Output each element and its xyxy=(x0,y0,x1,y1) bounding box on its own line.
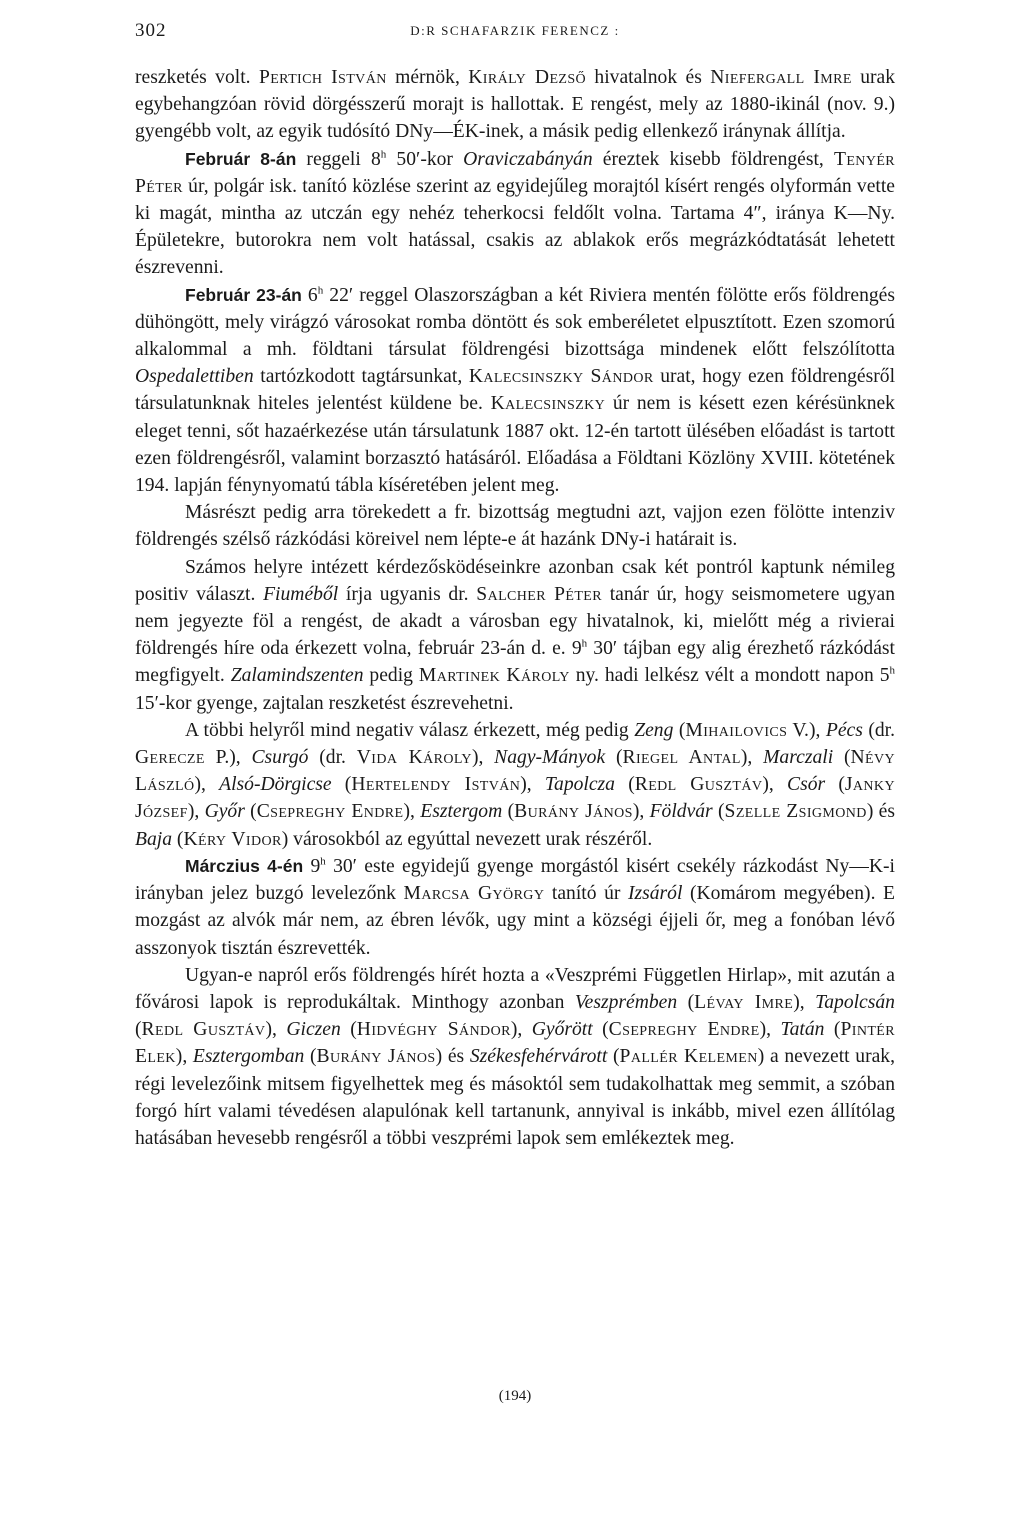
place-name: Alsó-Dörgicse xyxy=(219,774,332,796)
text-run: ( xyxy=(825,774,845,796)
place-name: Oraviczabányán xyxy=(463,148,593,170)
text-run: V.), xyxy=(787,719,826,741)
place-name: Csór xyxy=(787,774,826,796)
text-run: ( xyxy=(833,747,851,769)
paragraph xyxy=(135,554,895,717)
text-run: ), xyxy=(520,774,545,796)
text-run: tartózkodott tagtársunkat, xyxy=(253,366,469,388)
superscript-hour: h xyxy=(581,637,588,650)
text-run: reggeli 8 xyxy=(296,148,381,170)
text-run: ( xyxy=(172,828,184,850)
text-run: hivatalnok és xyxy=(586,67,711,88)
text-run: 50′-kor xyxy=(386,148,464,170)
text-run: ny. hadi lelkész vélt a mondott napon 5 xyxy=(569,665,890,687)
text-run: P.), xyxy=(204,747,252,769)
text-run: Számos helyre intézett kérdezősködéseinkre azonban csak két pontról kaptunk némileg positiv választ. xyxy=(135,556,895,605)
text-run: Másrészt pedig arra törekedett a fr. bizottság megtudni azt, vajjon ezen fölötte intenziv földrengés szélső rázkódási köreivel nem lépte-e át hazánk DNy-i határait is. xyxy=(135,502,895,551)
person-name: Burány János xyxy=(316,1046,436,1068)
text-run: írja ugyanis dr. xyxy=(338,583,477,605)
place-name: Nagy-Mányok xyxy=(494,747,606,769)
person-name: Hidvéghy Sándor xyxy=(356,1019,511,1041)
text-run: ( xyxy=(607,1046,620,1068)
text-run: ( xyxy=(244,801,257,823)
person-name: Niefergall Imre xyxy=(710,67,852,88)
text-run: tanító úr xyxy=(544,883,628,905)
page-header xyxy=(135,20,895,44)
text-run: ), xyxy=(740,747,764,769)
person-name: Szelle Zsigmond xyxy=(724,801,867,823)
text-run: ), xyxy=(759,1019,781,1041)
person-name: Redl Gusztáv xyxy=(141,1019,266,1041)
text-run: ), xyxy=(510,1019,532,1041)
text-run: ( xyxy=(614,774,635,796)
text-run: ( xyxy=(304,1046,317,1068)
date-heading: Február 8-án xyxy=(185,148,297,169)
text-run: ) a nevezett urak, régi levelezőink mitsem figyelhettek meg és másoktól sem tudakolhattak meg semmit, a szóban forgó hírt valami tévedésen alapulónak kell tartanunk, annyival is inkább, mivel ezen állítólag hatásában hevesebb rengésről a többi veszprémi lapok sem emlékeztek meg. xyxy=(135,1046,895,1149)
text-run: mérnök, xyxy=(386,67,469,88)
person-name: Kalecsinszky Sándor xyxy=(468,366,654,388)
person-name: Lévay Imre xyxy=(694,991,794,1013)
person-name: Király Dezső xyxy=(468,67,587,88)
text-run: ( xyxy=(340,1019,357,1041)
paragraph xyxy=(135,499,895,553)
person-name: Martinek Károly xyxy=(418,665,570,687)
text-run: Ugyan-e napról erős földrengés hírét hozta a «Veszprémi Független Hirlap», mit azután a fővárosi lapok is reprodukáltak. Minthogy azonban xyxy=(135,964,895,1013)
text-run: ), xyxy=(793,991,816,1013)
page-number: 302 xyxy=(135,20,167,41)
place-name: Esztergom xyxy=(420,801,503,823)
text-run: 22′ reggel Olaszországban a két Riviera mentén fölötte erős földrengés dühöngött, mely virágzó városokat romba döntött és sok emberéletet elpusztított. Ezen szomorú alkalommal a mh. földtani társulat földrengési bizottsága mindenek előtt felszólította xyxy=(135,284,896,361)
text-run: 30′ este egyidejű gyenge morgástól kisért csekély rázkodást Ny—K-i irányban jelez buzgó levelezőnk xyxy=(135,855,895,905)
paragraph xyxy=(135,64,895,146)
text-run: ), xyxy=(632,801,650,823)
place-name: Giczen xyxy=(286,1019,341,1041)
text-run: 6 xyxy=(301,284,318,306)
place-name: Izsáról xyxy=(627,883,683,905)
person-name: Csepreghy Endre xyxy=(608,1019,760,1041)
place-name: Tapolcsán xyxy=(815,991,895,1013)
text-run: ), xyxy=(762,774,788,796)
text-run: ( xyxy=(502,801,515,823)
person-name: Kéry Vidor xyxy=(183,828,282,850)
place-name: Székesfehérvárott xyxy=(469,1046,608,1068)
paragraph xyxy=(135,962,895,1152)
text-run: ( xyxy=(135,1019,142,1041)
text-run: ), xyxy=(471,747,495,769)
person-name: Redl Gusztáv xyxy=(634,774,763,796)
place-name: Tapolcza xyxy=(544,774,615,796)
place-name: Győrött xyxy=(531,1019,593,1041)
place-name: Pécs xyxy=(825,719,863,741)
place-name: Földvár xyxy=(649,801,713,823)
text-run: (dr. xyxy=(862,719,895,741)
text-run: ( xyxy=(331,774,352,796)
text-run: ( xyxy=(712,801,725,823)
person-name: Pallér Kelemen xyxy=(619,1046,758,1068)
text-run: ), xyxy=(403,801,421,823)
superscript-hour: h xyxy=(320,855,326,868)
text-run: úr nem is késett ezen kérésünknek eleget tenni, sőt hazaérkezése után társulatunk 1887 okt. 12-én tartott ülésében előadást is tartott ezen földrengésről, valamint borzasztó hatásáról. Előadása a Földtani Közlöny XVIII. kötetének 194. lapján fénynyomatú tábla kíséretében jelent meg. xyxy=(135,393,895,497)
text-run: ) és xyxy=(435,1046,470,1068)
text-run: ( xyxy=(677,991,695,1013)
text-run: éreztek kisebb földrengést, xyxy=(592,148,834,170)
person-name: Névy László xyxy=(135,747,895,796)
signature-mark: (194) xyxy=(498,1388,532,1404)
text-run: ), xyxy=(175,1046,193,1068)
person-name: Marcsa György xyxy=(403,883,545,905)
place-name: Zeng xyxy=(634,719,674,741)
person-name: Salcher Péter xyxy=(476,583,602,605)
text-run: (Komárom megyében). E mozgást az alvók már nem, az ébren lévők, ugy mint a községi éjjeli őr, meg a fonóban lévő asszonyok tisztán észrevették. xyxy=(135,883,896,959)
text-run: ( xyxy=(592,1019,609,1041)
text-run: urat, hogy ezen földrengésről társulatunknak hiteles jelentést küldene be. xyxy=(135,366,896,415)
text-run: 15′-kor gyenge, zajtalan reszketést észrevehetni. xyxy=(135,692,514,714)
paragraph xyxy=(135,853,895,962)
text-run: A többi helyről mind negativ válasz érkezett, még pedig xyxy=(185,719,635,741)
place-name: Ospedalettiben xyxy=(135,366,254,388)
person-name: Vida Károly xyxy=(356,747,472,769)
place-name: Győr xyxy=(204,801,245,823)
person-name: Pintér Elek xyxy=(135,1019,895,1068)
place-name: Esztergomban xyxy=(192,1046,305,1068)
person-name: Janky József xyxy=(135,774,895,823)
person-name: Burány János xyxy=(514,801,633,823)
person-name: Gerecze xyxy=(135,747,205,769)
text-run: 9 xyxy=(303,855,321,877)
text-run: ), xyxy=(187,801,205,823)
person-name: Kalecsinszky xyxy=(490,393,606,415)
text-run: ) városokból az egyúttal nevezett urak részéről. xyxy=(281,828,653,850)
text-run: ), xyxy=(265,1019,287,1041)
place-name: Marczali xyxy=(763,747,834,769)
date-heading: Márczius 4-én xyxy=(185,855,304,876)
place-name: Baja xyxy=(135,828,173,850)
text-run: urak egybehangzóan rövid dörgésszerű morajt is hallottak. E rengést, mely az 1880-ikinál (nov. 9.) gyengébb volt, az egyik tudósító DNy—ÉK-inek, a másik pedig ellenkező iránynak állítja. xyxy=(135,67,896,143)
text-run: ) és xyxy=(866,801,895,823)
person-name: Csepreghy Endre xyxy=(256,801,404,823)
running-head: D:R SCHAFARZIK FERENCZ : xyxy=(410,23,620,38)
text-run: (dr. xyxy=(308,747,357,769)
paragraph xyxy=(135,146,895,282)
person-name: Pertich István xyxy=(258,67,387,88)
paragraph xyxy=(135,717,895,853)
paragraph xyxy=(135,282,895,500)
date-heading: Február 23-án xyxy=(185,284,302,305)
place-name: Zalamindszenten xyxy=(230,665,364,687)
text-run: ( xyxy=(605,747,623,769)
text-run: 30′ tájban egy alig érezhető rázkódást megfigyelt. xyxy=(135,638,895,687)
place-name: Fiuméből xyxy=(263,583,339,605)
place-name: Tatán xyxy=(780,1019,825,1041)
person-name: Mihailovics xyxy=(685,719,788,741)
person-name: Tenyér Péter xyxy=(135,148,896,197)
superscript-hour: h xyxy=(889,664,896,677)
superscript-hour: h xyxy=(380,148,387,161)
text-run: úr, polgár isk. tanító közlése szerint az egyidejűleg morajtól kísért rengés olyformán vette ki magát, mintha az utczán egy nehéz teherkocsi feldőlt volna. Tartama 4″, iránya K—Ny. Épületekre, butorokra nem volt hatással, csakis az ablakok erős megrázkódtatását lehetett észrevenni. xyxy=(135,175,895,279)
text-run: ( xyxy=(824,1019,841,1041)
place-name: Csurgó xyxy=(251,747,309,769)
superscript-hour: h xyxy=(317,284,324,297)
person-name: Hertelendy István xyxy=(351,774,521,796)
text-run: reszketés volt. xyxy=(135,67,259,88)
text-run: ), xyxy=(194,774,220,796)
body-text xyxy=(135,64,895,1152)
place-name: Veszprémben xyxy=(574,991,678,1013)
text-run: pedig xyxy=(363,665,419,687)
text-run: tanár úr, hogy seismometere ugyan nem jegyezte föl a rengést, de akadt a városban egy hivatalnok, ki, mielőtt még a rivierai földrengés híre oda érkezett volna, február 23-án d. e. 9 xyxy=(135,583,896,660)
text-run: ( xyxy=(673,719,686,741)
person-name: Riegel Antal xyxy=(622,747,741,769)
